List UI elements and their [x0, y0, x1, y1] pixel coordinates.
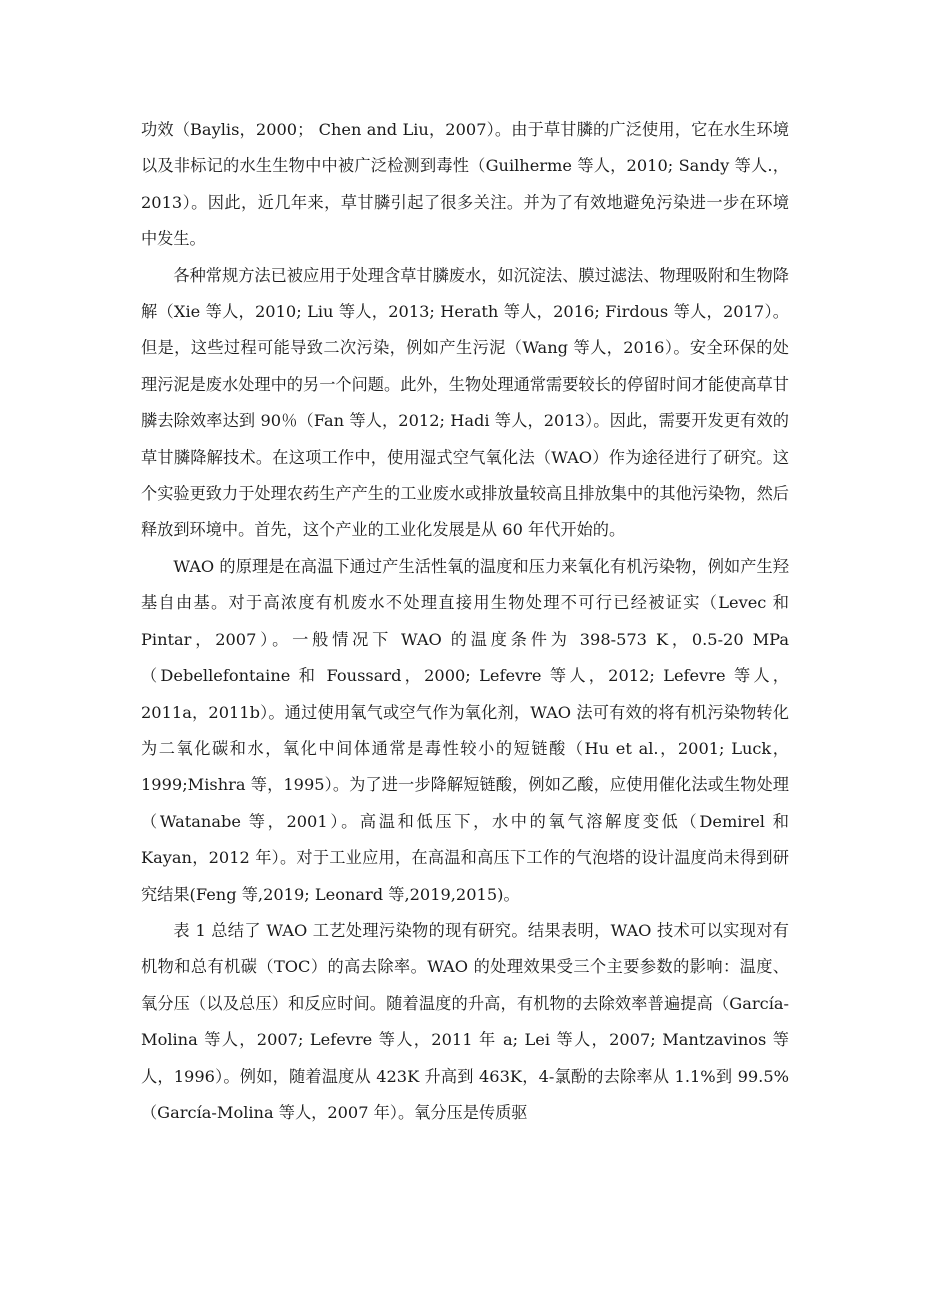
- paragraph-glyphosate-effects: 功效（Baylis，2000； Chen and Liu，2007）。由于草甘膦的广泛使用，它在水生环境以及非标记的水生生物中中被广泛检测到毒性（Guilherme 等人，2010; Sandy 等人.，2013）。因此，近几年来，草甘膦引起了很多关注。并为了有效地避免污染进一步在环境中发生。: [141, 120, 789, 249]
- paragraph-conventional-methods: 各种常规方法已被应用于处理含草甘膦废水，如沉淀法、膜过滤法、物理吸附和生物降解（Xie 等人，2010; Liu 等人，2013; Herath 等人，2016; Firdous 等人，2017）。但是，这些过程可能导致二次污染，例如产生污泥（Wang 等人，2016）。安全环保的处理污泥是废水处理中的另一个问题。此外，生物处理通常需要较长的停留时间才能使高草甘膦去除效率达到 90％（Fan 等人，2012; Hadi 等人，2013）。因此，需要开发更有效的草甘膦降解技术。在这项工作中，使用湿式空气氧化法（WAO）作为途径进行了研究。这个实验更致力于处理农药生产产生的工业废水或排放量较高且排放集中的其他污染物，然后释放到环境中。首先，这个产业的工业化发展是从 60 年代开始的。: [141, 265, 789, 540]
- document-body: [141, 112, 789, 1131]
- paragraph-table-summary: 表 1 总结了 WAO 工艺处理污染物的现有研究。结果表明，WAO 技术可以实现对有机物和总有机碳（TOC）的高去除率。WAO 的处理效果受三个主要参数的影响：温度、氧分压（以及总压）和反应时间。随着温度的升高，有机物的去除效率普遍提高（García-Molina 等人，2007; Lefevre 等人，2011 年 a; Lei 等人，2007; Mantzavinos 等人，1996）。例如，随着温度从 423K 升高到 463K，4-氯酚的去除率从 1.1%到 99.5%（García-Molina 等人，2007 年）。氧分压是传质驱: [141, 920, 789, 1122]
- paragraph-wao-principle: WAO 的原理是在高温下通过产生活性氧的温度和压力来氧化有机污染物，例如产生羟基自由基。对于高浓度有机废水不处理直接用生物处理不可行已经被证实（Levec 和 Pintar，2007）。一般情况下 WAO 的温度条件为 398-573 K，0.5-20 MPa（Debellefontaine 和 Foussard，2000; Lefevre 等人，2012; Lefevre 等人，2011a，2011b）。通过使用氧气或空气作为氧化剂，WAO 法可有效的将有机污染物转化为二氧化碳和水，氧化中间体通常是毒性较小的短链酸（Hu et al.，2001; Luck，1999;Mishra 等，1995）。为了进一步降解短链酸，例如乙酸，应使用催化法或生物处理（Watanabe 等，2001）。高温和低压下，水中的氧气溶解度变低（Demirel 和 Kayan，2012 年）。对于工业应用，在高温和高压下工作的气泡塔的设计温度尚未得到研究结果(Feng 等,2019; Leonard 等,2019,2015)。: [141, 556, 789, 904]
